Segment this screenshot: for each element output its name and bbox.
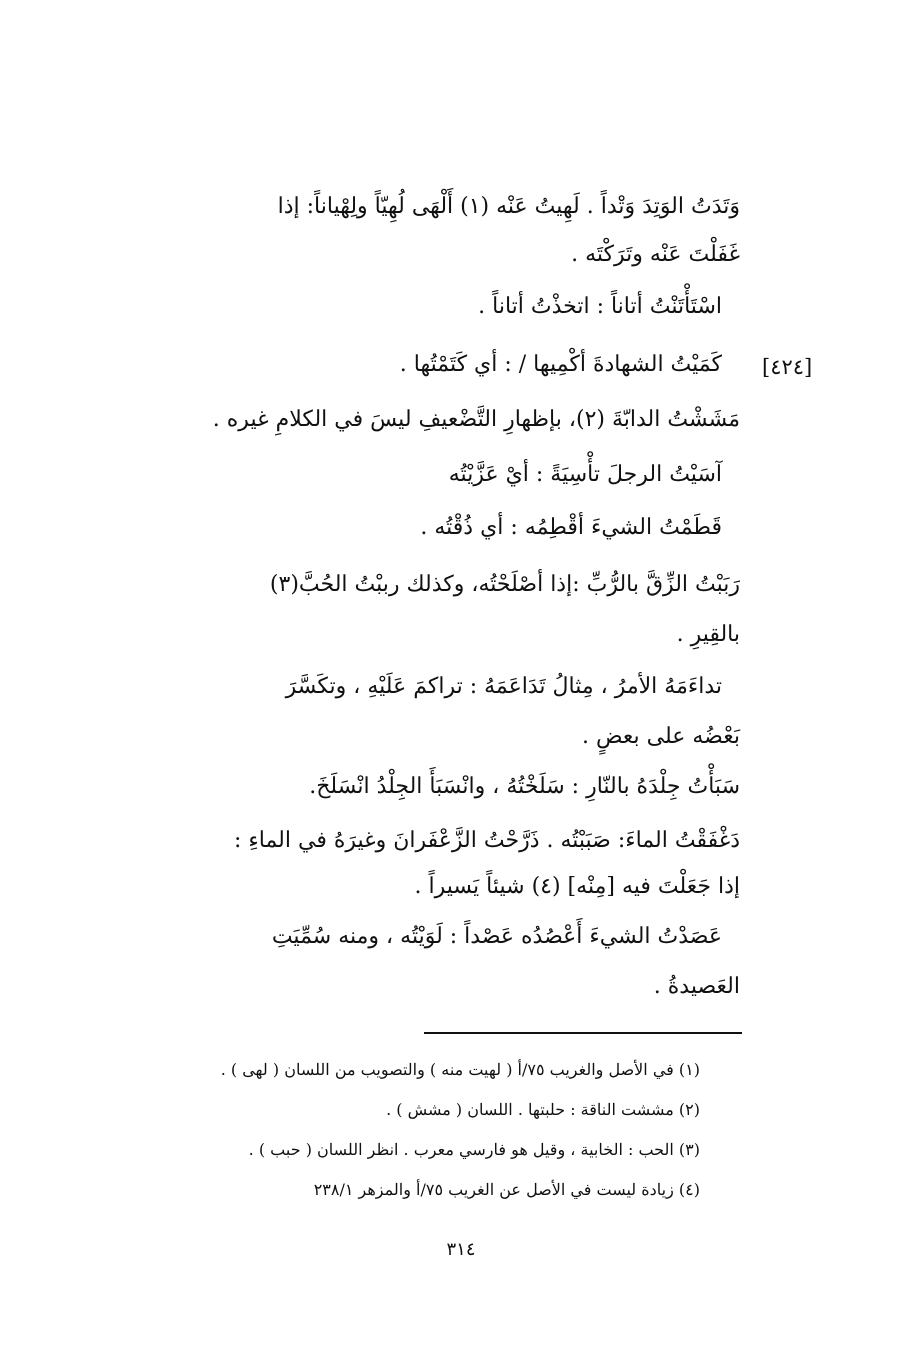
text-line-6: آسَيْتُ الرجلَ تأْسِيَةً : أيْ عَزَّيْتُه: [448, 462, 722, 487]
margin-page-marker: [٤٢٤]: [762, 355, 813, 379]
footnote-4: (٤) زيادة ليست في الأصل عن الغريب ٧٥/أ والمزهر ٢٣٨/١: [313, 1180, 700, 1199]
text-line-8: رَبَبْتُ الزِّقَّ بالرُّبِّ :إذا أصْلَحْتُه، وكذلك رببْتُ الحُبَّ(٣): [269, 572, 740, 597]
text-line-9: بالقِيرِ .: [676, 622, 740, 647]
text-line-16: العَصيدةُ .: [653, 974, 740, 999]
text-line-4: كَمَيْتُ الشهادةَ أكْمِيها / : أي كَتَمْتُها .: [399, 352, 722, 377]
text-line-3: اسْتَأْتَنْتُ أتاناً : اتخذْتُ أتاناً .: [478, 294, 722, 319]
footnote-2: (٢) مششت الناقة : حلبتها . اللسان ( مشش ) .: [386, 1100, 700, 1119]
text-line-1: وَتَدَتُ الوَتِدَ وَتْداً . لَهِيتُ عَنْه (١) أَلْهَى لُهِيّاً ولِهْياناً: إذا: [277, 194, 740, 219]
text-line-5: مَشَشْتُ الدابّةَ (٢)، بإظهارِ التَّضْعيفِ ليسَ في الكلامِ غيره .: [212, 407, 740, 432]
footnote-divider: [424, 1032, 742, 1034]
text-line-11: بَعْضُه على بعضٍ .: [581, 724, 740, 749]
footnote-1: (١) في الأصل والغريب ٧٥/أ ( لهيت منه ) والتصويب من اللسان ( لهى ) .: [220, 1060, 700, 1079]
page-number: ٣١٤: [446, 1239, 476, 1260]
text-line-14: إذا جَعَلْتَ فيه [مِنْه] (٤) شيئاً يَسيراً .: [414, 874, 740, 899]
text-line-12: سَبَأْتُ جِلْدَهُ بالنّارِ : سَلَخْتُهُ ، وانْسَبَأَ الجِلْدُ انْسَلَخَ.: [309, 774, 740, 799]
text-line-2: غَفَلْتَ عَنْه وتَرَكْتَه .: [571, 242, 740, 267]
footnote-3: (٣) الحب : الخابية ، وقيل هو فارسي معرب . انظر اللسان ( حبب ) .: [248, 1140, 700, 1159]
text-line-15: عَصَدْتُ الشيءَ أَعْصُدُه عَصْداً : لَوَيْتُه ، ومنه سُمِّيَتِ: [271, 924, 722, 949]
text-line-13: دَغْفَقْتُ الماءَ: صَبَبْتُه . ذَرَّحْتُ الزَّعْفَرانَ وغيرَهُ في الماءِ :: [234, 828, 740, 853]
text-line-10: تداءَمَهُ الأمرُ ، مِثالُ تَدَاعَمَهُ : تراكمَ عَلَيْهِ ، وتكَسَّرَ: [285, 674, 722, 699]
text-line-7: قَطَمْتُ الشيءَ أقْطِمُه : أي ذُقْتُه .: [420, 515, 722, 540]
